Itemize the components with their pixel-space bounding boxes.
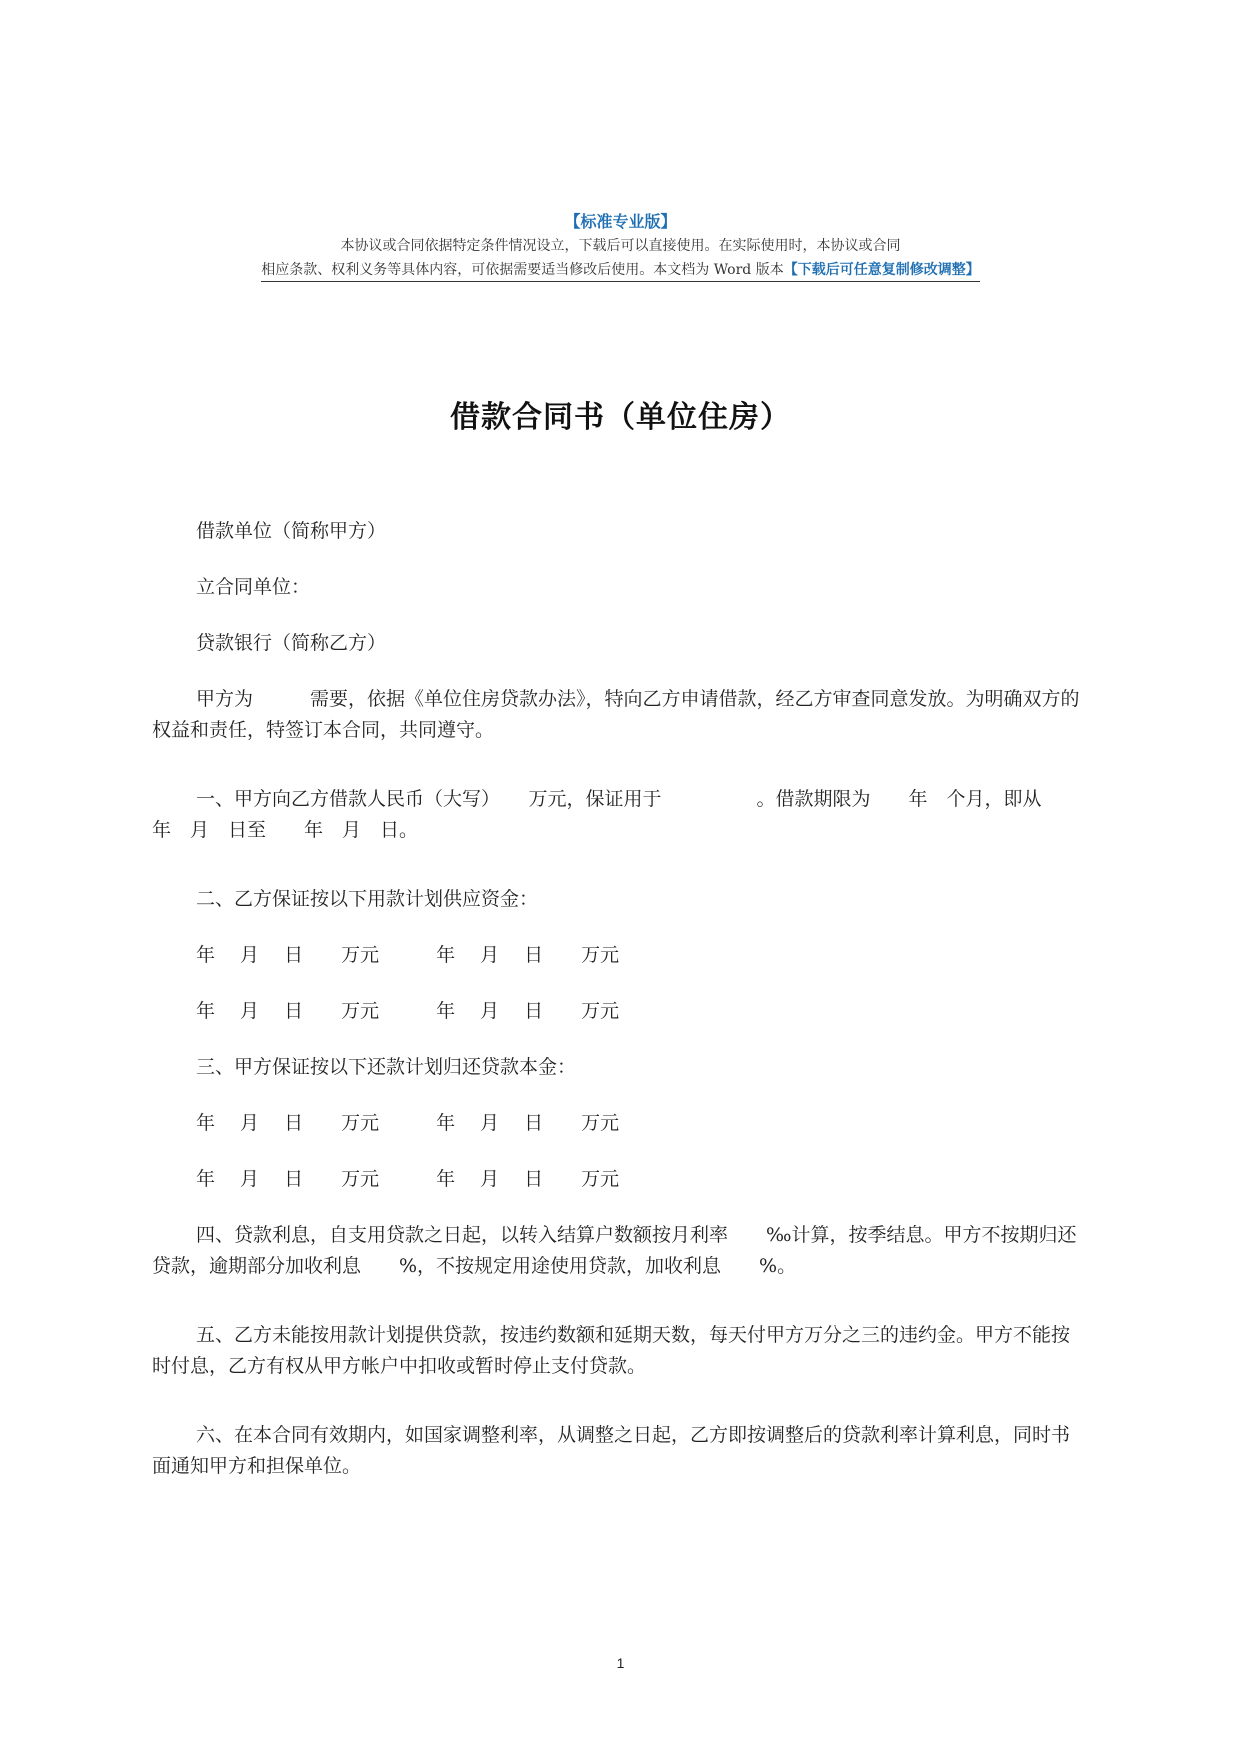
clause-2-heading: 二、乙方保证按以下用款计划供应资金： (196, 888, 539, 910)
clause-5: 五、乙方未能按用款计划提供贷款，按违约数额和延期天数，每天付甲方万分之三的违约金。甲方不能按时付息，乙方有权从甲方帐户中扣收或暂时停止支付贷款。 (152, 1324, 1071, 1377)
supply-plan-row: 年 月 日 万元 年 月 日 万元 (196, 944, 620, 966)
contract-unit-line: 立合同单位： (196, 576, 311, 598)
notice-line-1: 本协议或合同依据特定条件情况设立，下载后可以直接使用。在实际使用时，本协议或合同 (340, 238, 901, 254)
supply-plan-row: 年 月 日 万元 年 月 日 万元 (196, 1000, 620, 1022)
notice-line-2 (261, 259, 979, 282)
clause-3-heading: 三、甲方保证按以下还款计划归还贷款本金： (196, 1056, 577, 1078)
template-notice-header (0, 210, 1241, 282)
party-b-line: 贷款银行（简称乙方） (196, 632, 387, 654)
repay-plan-row: 年 月 日 万元 年 月 日 万元 (196, 1168, 620, 1190)
intro-paragraph: 甲方为 需要，依据《单位住房贷款办法》，特向乙方申请借款，经乙方审查同意发放。为明确双方的权益和责任，特签订本合同，共同遵守。 (152, 688, 1080, 741)
document-title: 借款合同书（单位住房） (450, 400, 791, 435)
clause-4: 四、贷款利息，自支用贷款之日起，以转入结算户数额按月利率 ‰计算，按季结息。甲方不按期归还贷款，逾期部分加收利息 %，不按规定用途使用贷款，加收利息 %。 (152, 1224, 1077, 1277)
clause-6: 六、在本合同有效期内，如国家调整利率，从调整之日起，乙方即按调整后的贷款利率计算利息，同时书面通知甲方和担保单位。 (152, 1424, 1071, 1477)
page-number: 1 (616, 1655, 625, 1671)
notice-line-2-text: 相应条款、权利义务等具体内容，可依据需要适当修改后使用。本文档为 Word 版本 (261, 262, 784, 278)
party-a-line: 借款单位（简称甲方） (196, 520, 387, 542)
standard-edition-label: 【标准专业版】 (564, 212, 677, 231)
repay-plan-row: 年 月 日 万元 年 月 日 万元 (196, 1112, 620, 1134)
download-edit-note: 【下载后可任意复制修改调整】 (783, 262, 980, 278)
clause-1: 一、甲方向乙方借款人民币（大写） 万元，保证用于 。借款期限为 年 个月，即从 年 月 日至 年 月 日。 (152, 788, 1080, 841)
